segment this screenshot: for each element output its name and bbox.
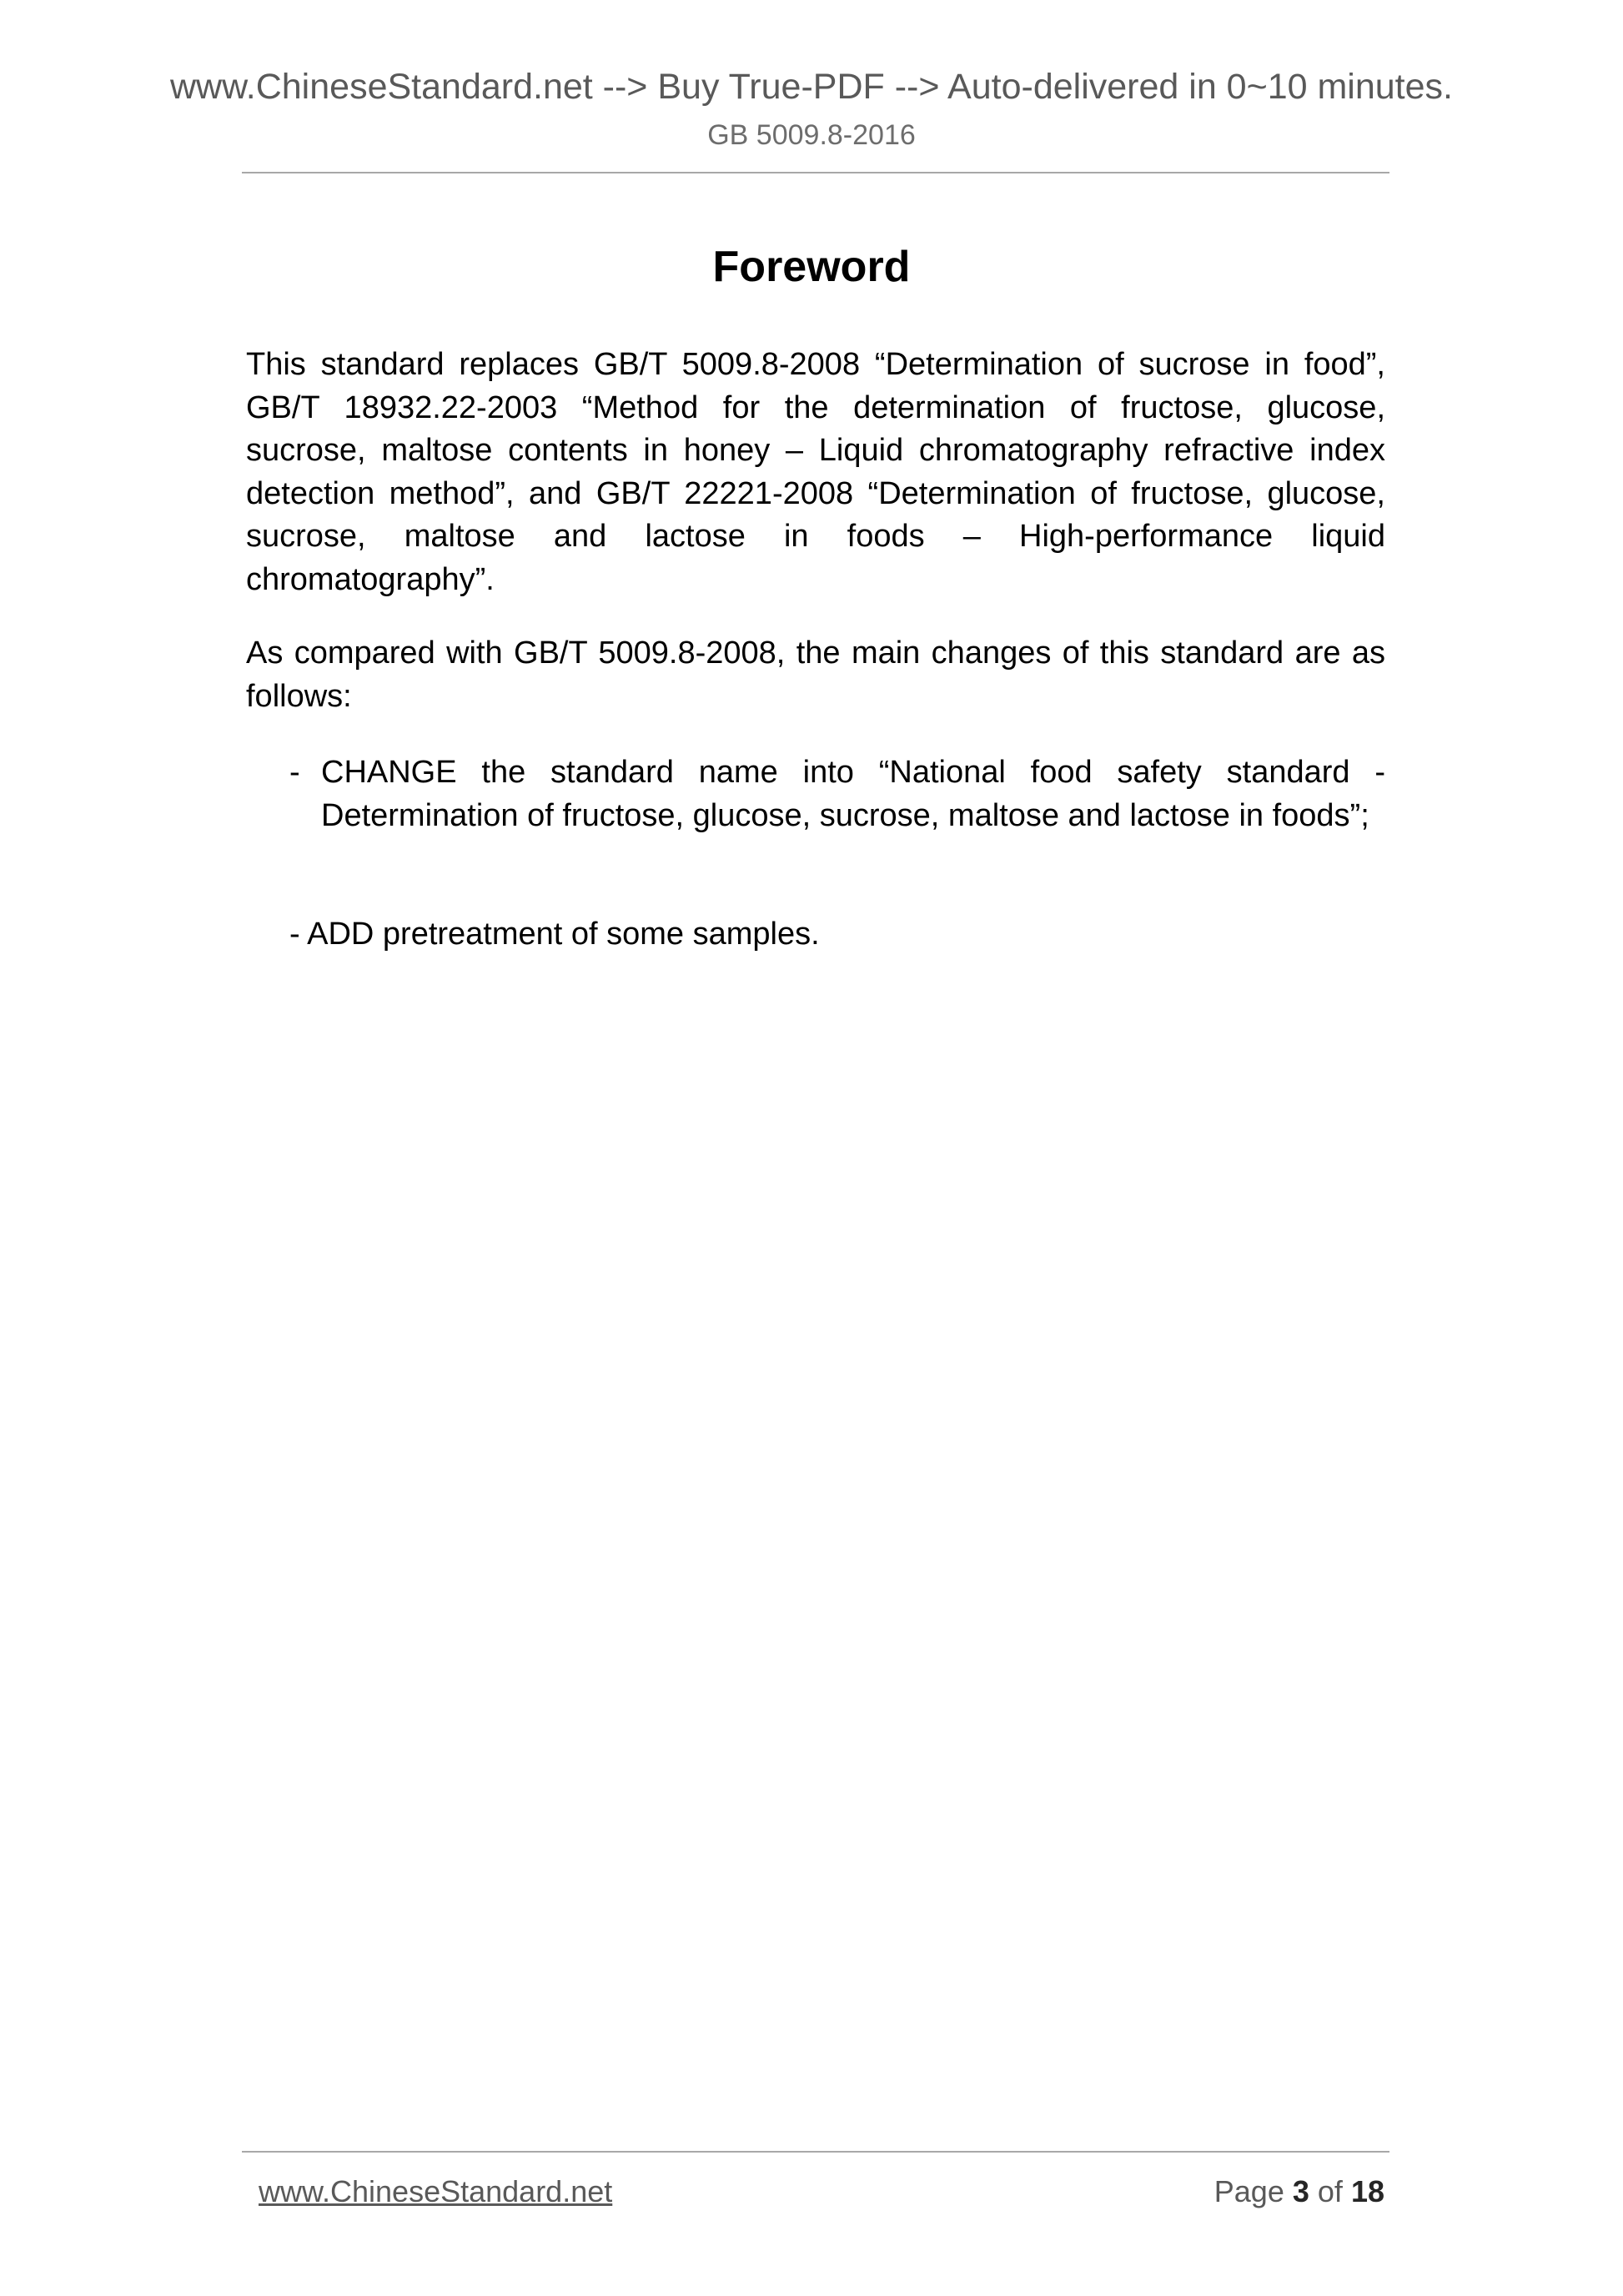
- footer-site-link[interactable]: www.ChineseStandard.net: [259, 2174, 613, 2208]
- page-number: [1214, 2172, 1384, 2212]
- foreword-paragraph-changes-intro: As compared with GB/T 5009.8-2008, the main changes of this standard are as follows:: [246, 636, 1385, 714]
- list-dash: -: [289, 755, 300, 790]
- page-label: Page: [1213, 2174, 1284, 2208]
- page-title: Foreword: [712, 243, 911, 291]
- change-item-text: CHANGE the standard name into “National food safety standard - Determination of fructose, glucose, sucrose, maltose and lactose in foods”;: [321, 755, 1385, 833]
- change-item-pretreatment: - ADD pretreatment of some samples.: [289, 917, 820, 952]
- page-of-label: of: [1317, 2174, 1343, 2208]
- site-banner: www.ChineseStandard.net --> Buy True-PDF --> Auto-delivered in 0~10 minutes.: [169, 67, 1453, 107]
- change-item-name: [289, 751, 1385, 837]
- page-current: 3: [1292, 2174, 1309, 2208]
- document-code: GB 5009.8-2016: [707, 119, 916, 151]
- foreword-paragraph-replaces: This standard replaces GB/T 5009.8-2008 “Determination of sucrose in food”, GB/T 18932.22-2003 “Method for the determination of fructose, glucose, sucrose, maltose contents in honey – Liquid chromatography refractive index detection method”, and GB/T 22221-2008 “Determination of fructose, glucose, sucrose, maltose and lactose in foods – High-performance liquid chromatography”.: [246, 347, 1385, 597]
- header-divider: [242, 172, 1389, 173]
- footer-divider: [242, 2151, 1389, 2153]
- page-total: 18: [1350, 2174, 1384, 2208]
